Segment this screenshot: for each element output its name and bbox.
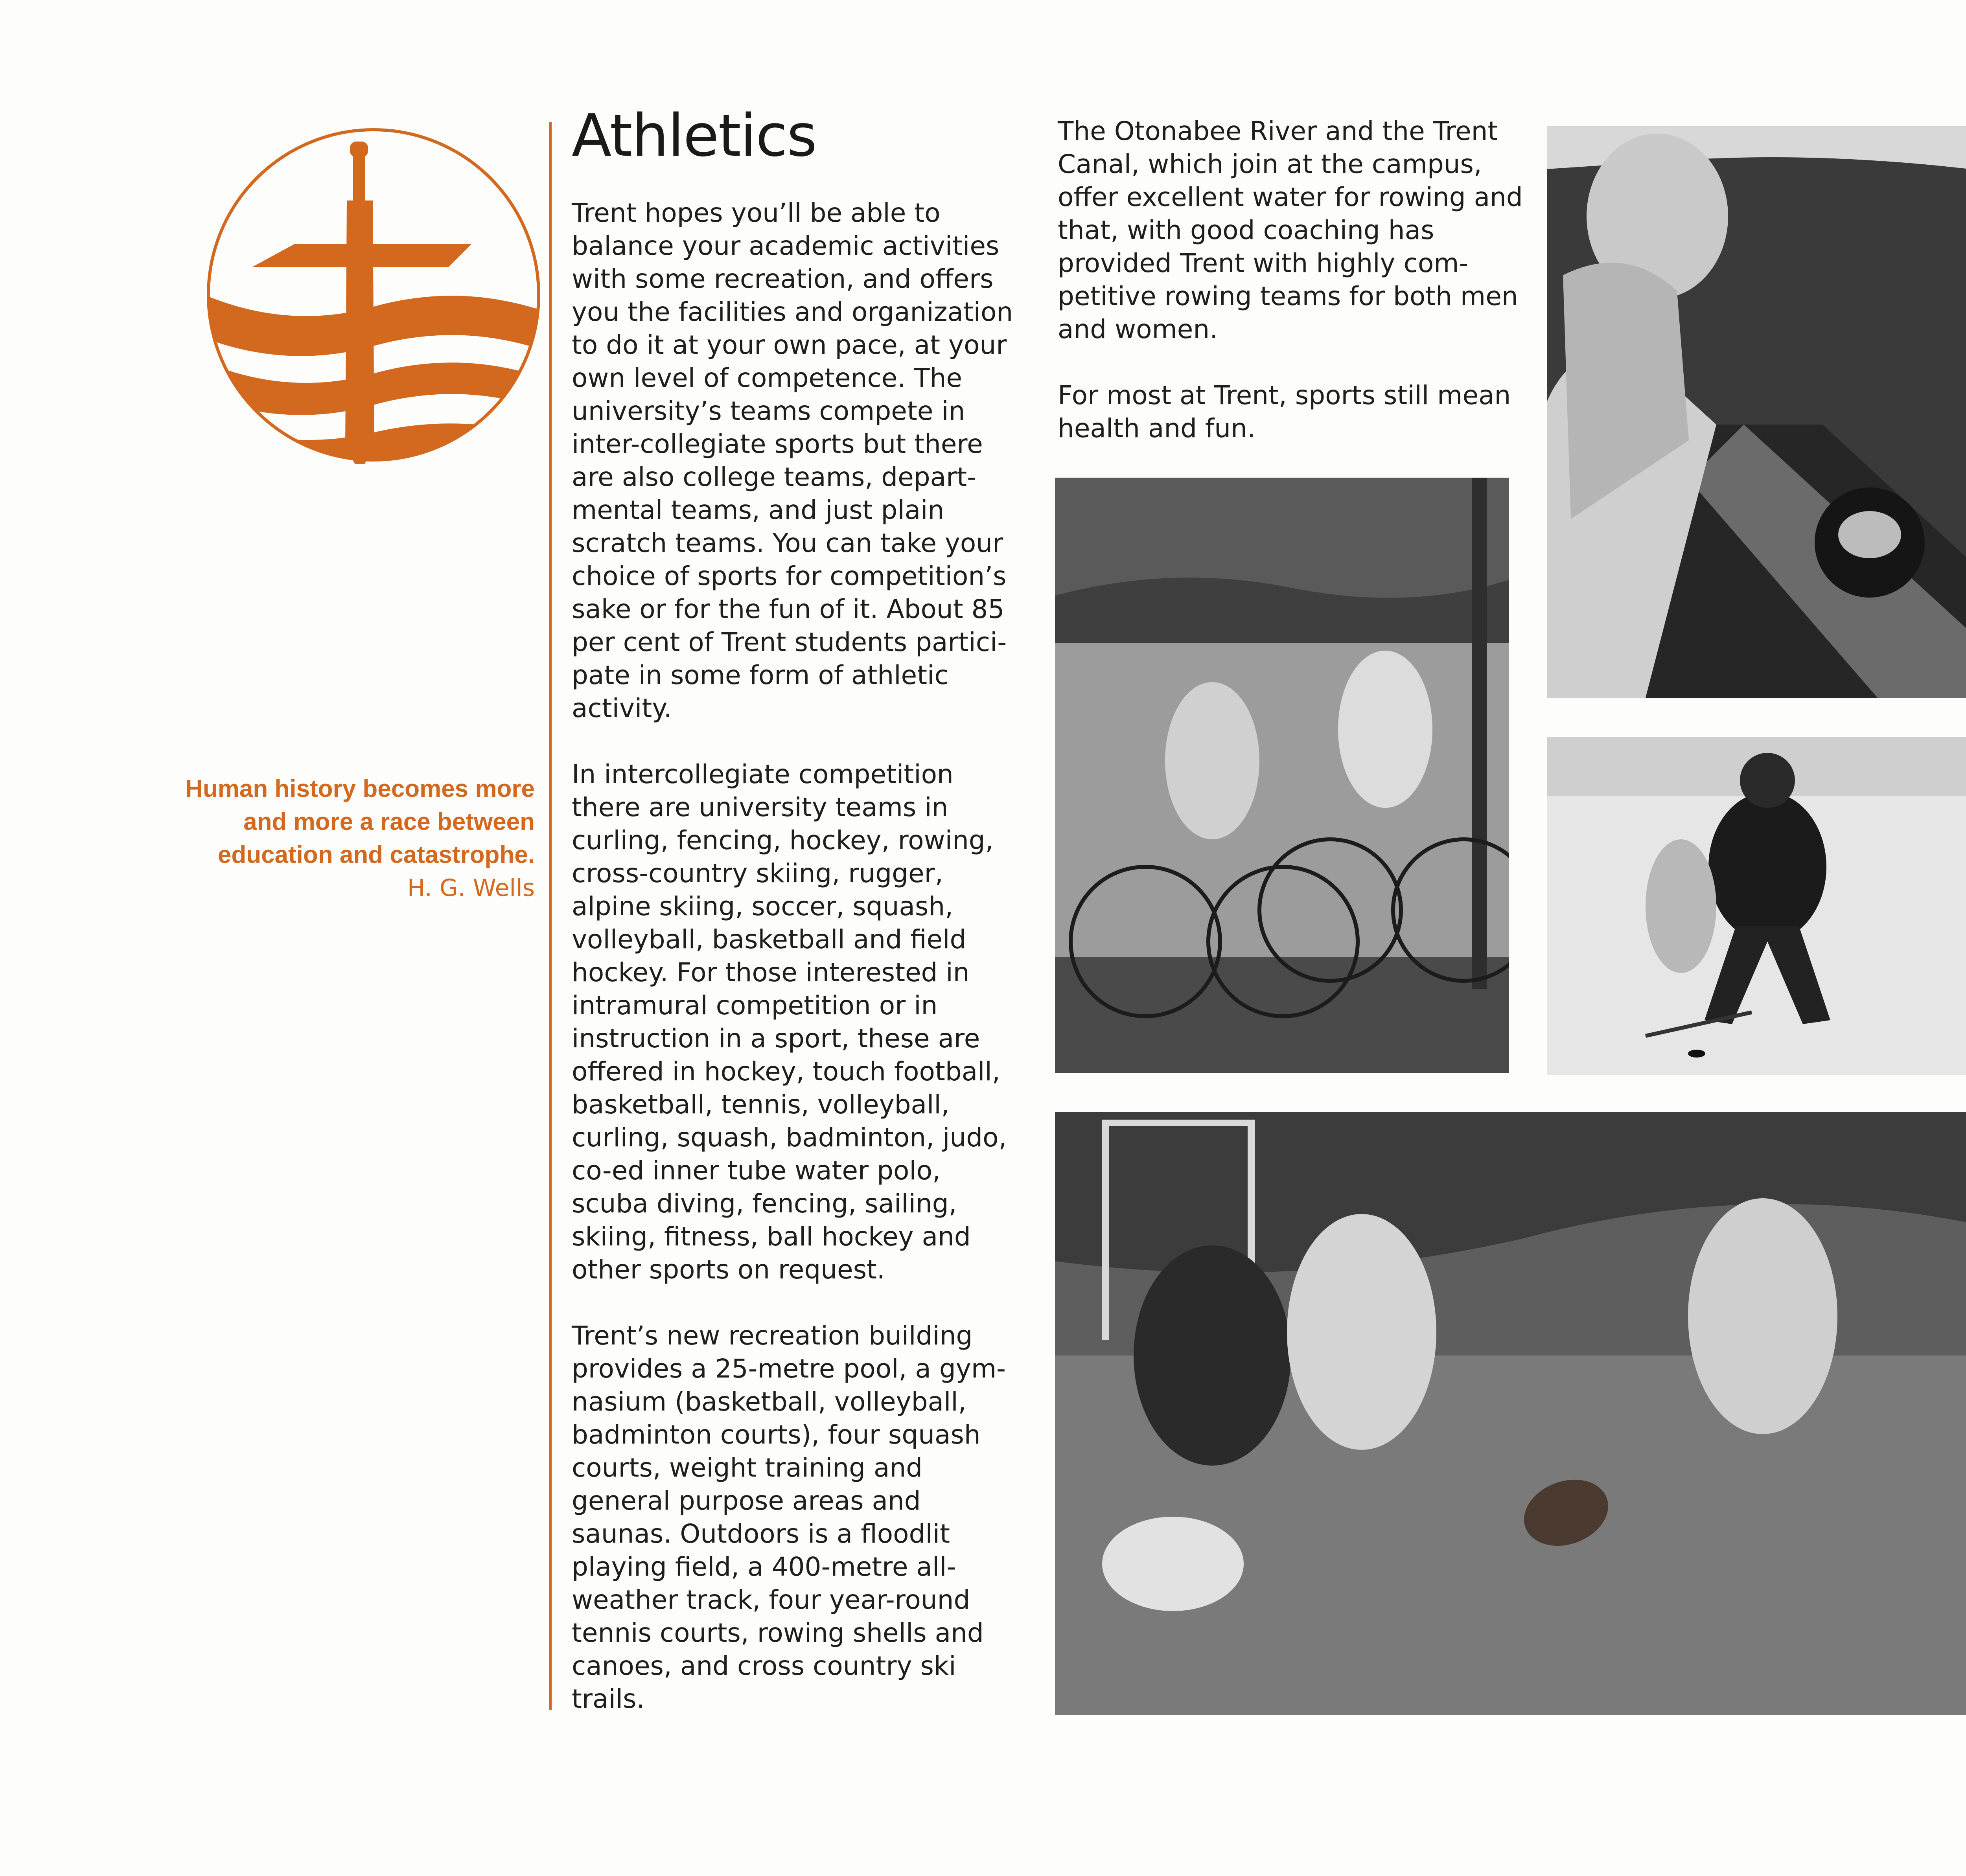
- paragraph-1: Trent hopes you’ll be able to balance your academic activities with some recreation, and offers you the facilities and organization to do it at your own pace, at your own level of competence. The university’s teams compete in inter-collegiate sports but there are also college teams, depart-mental teams, and just plain scratch teams. You can take your choice of sports for competition’s sake or for the fun of it. About 85 per cent of Trent students partici-pate in some form of athletic activity.: [572, 198, 1013, 723]
- photo-scuba-pool: [1547, 126, 1966, 698]
- pull-quote: [149, 772, 535, 905]
- quote-text: Human history becomes more and more a race between education and catastrophe.: [185, 775, 535, 868]
- paragraph-2: In intercollegiate competition there are university teams in curling, fencing, hockey, rowing, cross-country skiing, rugger, alpine skiing, soccer, squash, volleyball, basketball and field hockey. For those interested in intramural competition or in instruction in a sport, these are offered in hockey, touch football, basketball, tennis, volleyball, curling, squash, badminton, judo, co-ed inner tube water polo, scuba diving, fencing, sailing, skiing, fitness, ball hockey and other sports on request.: [572, 759, 1007, 1285]
- paragraph-5: For most at Trent, sports still mean health and fun.: [1058, 380, 1511, 443]
- photo-cyclists: [1055, 478, 1509, 1073]
- paragraph-4: The Otonabee River and the Trent Canal, which join at the campus, offer excellent water for rowing and that, with good coaching has provided Trent with highly com-petitive rowing teams for both men and women.: [1058, 116, 1523, 344]
- paragraph-3: Trent’s new recreation building provides a 25-metre pool, a gym-nasium (basketball, volleyball, badminton courts), four squash courts, weight training and general purpose areas and saunas. Outdoors is a floodlit playing field, a 400-metre all-weather track, four year-round tennis courts, rowing shells and canoes, and cross country ski trails.: [572, 1321, 1006, 1714]
- body-column-2: [1058, 115, 1533, 478]
- trent-emblem-logo: [204, 126, 543, 464]
- body-column-1: [572, 197, 1020, 1749]
- photo-rugby: [1055, 1112, 1966, 1715]
- vertical-divider-rule: [549, 122, 552, 1710]
- page-title: Athletics: [572, 102, 817, 169]
- quote-author: H. G. Wells: [407, 874, 535, 902]
- photo-hockey: [1547, 737, 1966, 1075]
